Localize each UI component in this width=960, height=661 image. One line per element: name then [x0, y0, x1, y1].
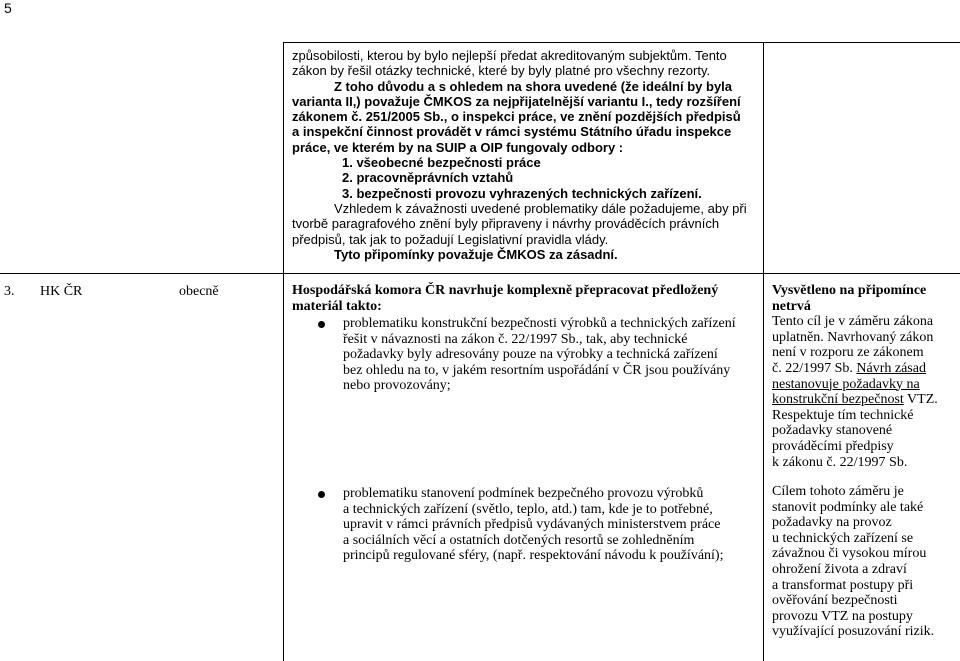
settlement-note-2 — [772, 484, 958, 640]
note-line: stanovit podmínky ale také — [772, 499, 924, 515]
text-line: varianta II,) považuje ČMKOS za nejpřijatelnější variantu I., tedy rozšíření — [292, 93, 741, 109]
text-line: Vzhledem k závažnosti uvedené problematiky dále požadujeme, aby při — [334, 200, 747, 216]
note-line: a transformat postupy při — [772, 577, 914, 593]
note-line: Cílem tohoto záměru je — [772, 484, 904, 499]
note-line: prováděcími předpisy — [772, 438, 894, 454]
list-item: 2. pracovněprávních vztahů — [342, 170, 514, 186]
text-line: a inspekční činnost provádět v rámci systému Státního úřadu inspekce — [292, 124, 732, 140]
table-top-border — [283, 42, 960, 43]
bullet-line: problematiku konstrukční bezpečnosti výrobků a technických zařízení — [343, 316, 736, 331]
note-title: Vysvětleno na připomínce — [772, 283, 927, 298]
heading-line: materiál takto: — [292, 298, 382, 314]
text-line: tvorbě paragrafového znění byly připraveny i návrhy prováděcích právních — [292, 216, 720, 232]
note-line: u technických zařízení se — [772, 530, 914, 546]
bullet-line: požadavky byly adresovány pouze na výrobky a technická zařízení — [343, 347, 718, 363]
bullet-item-1 — [343, 316, 736, 394]
note-line — [772, 361, 958, 377]
note-line: provozu VTZ na postupy — [772, 608, 913, 624]
bullet-line: a sociálních věcí a ostatních dotčených resortů se zohledněním — [343, 532, 695, 548]
note-line: Respektuje tím technické — [772, 407, 914, 423]
row-submitter: HK ČR — [40, 284, 83, 299]
upper-cell-text — [292, 48, 747, 262]
bullet-line: principů regulované sféry, (např. respektování návodu k používání); — [343, 548, 724, 564]
text-line: zákonem č. 251/2005 Sb., o inspekci práce, ve znění pozdějších předpisů — [292, 109, 741, 125]
column-divider-right — [763, 42, 764, 661]
note-line — [772, 392, 958, 408]
text-line: způsobilosti, kterou by bylo nejlepší předat akreditovaným subjektům. Tento — [292, 48, 727, 63]
note-text: č. 22/1997 Sb. — [772, 360, 853, 376]
bullet-line: nebo provozovány; — [343, 378, 451, 394]
bullet-item-2 — [343, 486, 723, 564]
row-number: 3. — [4, 284, 15, 299]
note-text-underlined: konstrukční bezpečnost — [772, 392, 904, 408]
note-line: ohrožení života a zdraví — [772, 561, 907, 577]
page-number: 5 — [4, 0, 12, 16]
note-line: závažnou či vysokou mírou — [772, 546, 927, 562]
note-line: požadavky na provoz — [772, 515, 892, 531]
note-line: k zákonu č. 22/1997 Sb. — [772, 454, 908, 470]
bullet-icon — [318, 321, 325, 328]
heading-line: Hospodářská komora ČR navrhuje komplexně přepracovat předložený — [292, 283, 719, 298]
bullet-line: bez ohledu na to, v jakém resortním uspořádání v ČR jsou používány — [343, 362, 731, 378]
note-line: nestanovuje požadavky na — [772, 376, 920, 392]
text-line: Z toho důvodu a s ohledem na shora uvedené (že ideální by byla — [334, 78, 733, 94]
settlement-note-1 — [772, 283, 958, 470]
note-line: uplatněn. Navrhovaný zákon — [772, 329, 934, 345]
text-line: práce, ve kterém by na SUIP a OIP fungovaly odbory : — [292, 139, 624, 155]
bullet-icon — [318, 491, 325, 498]
note-line: Tento cíl je v záměru zákona — [772, 314, 934, 330]
list-item: 3. bezpečnosti provozu vyhrazených technických zařízení. — [342, 185, 702, 201]
bullet-line: a technických zařízení (světlo, teplo, atd.) tam, kde je to potřebné, — [343, 501, 713, 517]
bullet-line: řešit v návaznosti na zákon č. 22/1997 Sb., tak, aby technické — [343, 331, 688, 347]
row-divider — [0, 273, 960, 274]
column-divider-left — [283, 42, 284, 661]
note-line: není v rozporu ze zákonem — [772, 345, 924, 361]
note-text: VTZ. — [907, 392, 938, 408]
note-line: požadavky stanovené — [772, 423, 893, 439]
note-text-underlined: Návrh zásad — [856, 360, 926, 376]
text-line: Tyto připomínky považuje ČMKOS za zásadní. — [334, 246, 618, 262]
note-line: ověřování bezpečnosti — [772, 593, 898, 609]
list-item: 1. všeobecné bezpečnosti práce — [342, 155, 541, 171]
note-title: netrvá — [772, 298, 811, 314]
bullet-line: problematiku stanovení podmínek bezpečného provozu výrobků — [343, 486, 704, 501]
text-line: zákon by řešil otázky technické, které by byly platné pro všechny rezorty. — [292, 63, 711, 79]
note-line: využívající posuzování rizik. — [772, 624, 935, 640]
text-line: předpisů, tak jak to požadují Legislativní pravidla vlády. — [292, 231, 609, 247]
row-heading — [292, 283, 718, 314]
row-type: obecně — [179, 284, 219, 299]
bullet-line: upravit v rámci právních předpisů vydávaných ministerstvem práce — [343, 517, 721, 533]
